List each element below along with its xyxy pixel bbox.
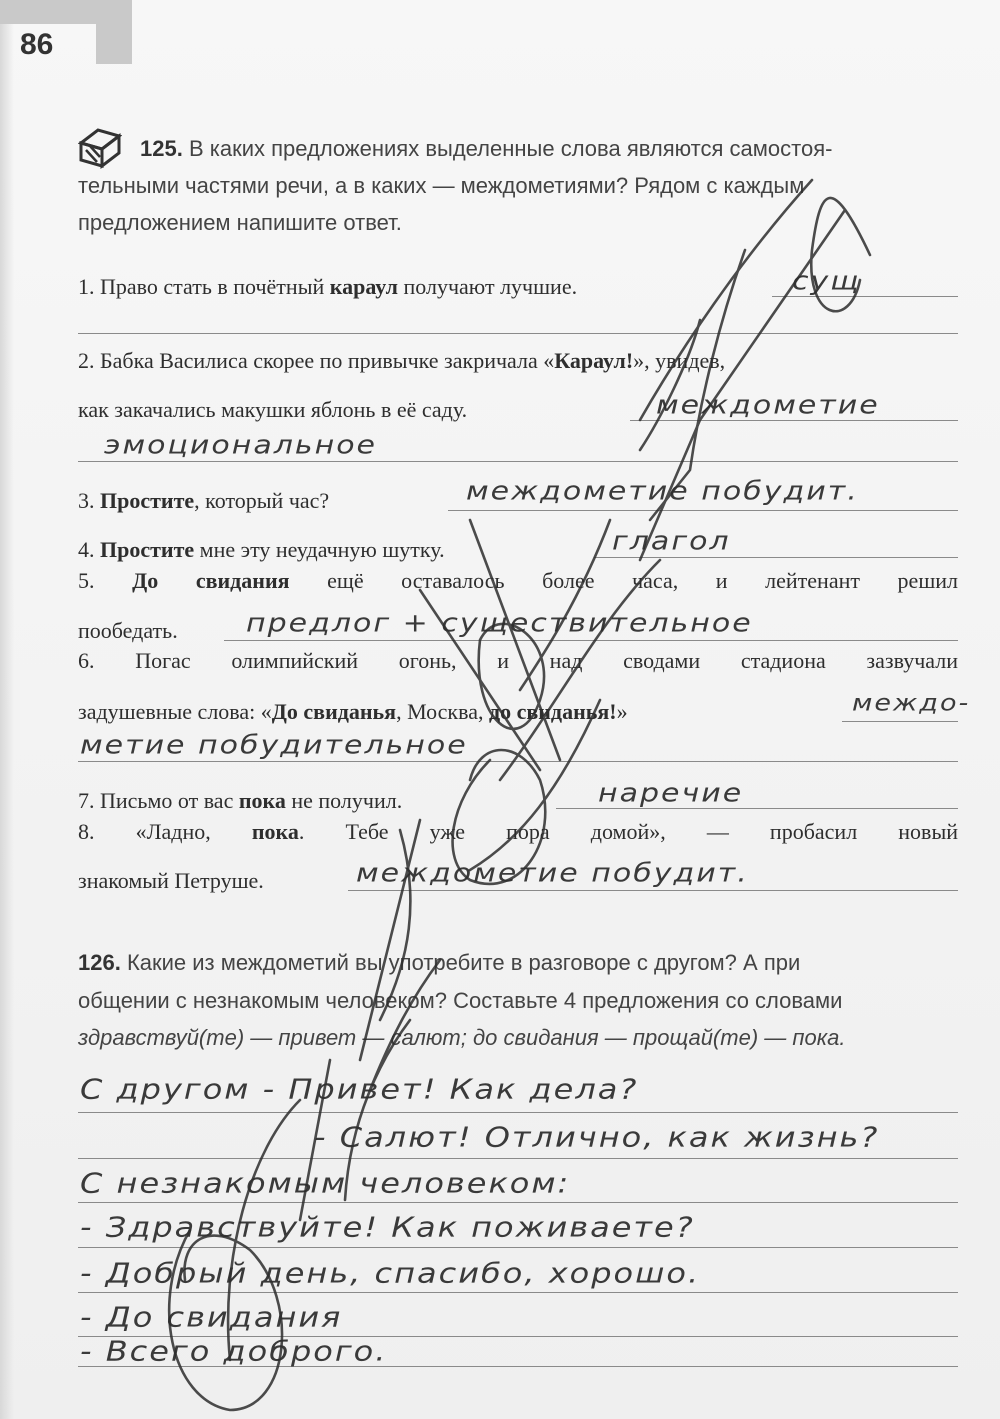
- answer-line: [224, 640, 958, 641]
- task-125-text: [78, 130, 958, 241]
- handwritten-line: - Салют! Отлично, как жизнь?: [314, 1120, 880, 1154]
- bold-word: Караул!: [554, 348, 634, 373]
- handwritten-answer: междометие побудит.: [466, 476, 859, 507]
- bold-word: пока: [238, 788, 286, 813]
- handwritten-line: С незнакомым человеком:: [80, 1166, 571, 1200]
- handwritten-line: - До свидания: [80, 1300, 343, 1334]
- sentence-5-cont: пообедать.: [78, 618, 178, 643]
- task-line: тельными частями речи, а в каких — междометиями? Рядом с каждым: [78, 173, 805, 198]
- bold-word: пока: [251, 819, 299, 844]
- sentence-8-cont: знакомый Петруше.: [78, 868, 264, 893]
- handwritten-answer: предлог + существительное: [246, 608, 753, 639]
- handwritten-line: - Всего доброго.: [80, 1334, 388, 1368]
- answer-line: [448, 510, 958, 511]
- task-line: В каких предложениях выделенные слова являются самостоя-: [188, 136, 833, 161]
- answer-line: [78, 333, 958, 334]
- writing-line: [78, 1247, 958, 1248]
- handwritten-answer: сущ: [792, 266, 861, 297]
- task-number: 125.: [140, 136, 183, 161]
- sentence-7: 7. Письмо от вас пока не получил.: [78, 788, 403, 813]
- task-number: 126.: [78, 950, 121, 975]
- sentence-6: 6. Погас олимпийский огонь, и над сводами стадиона зазвучали: [78, 648, 958, 673]
- bold-word: До свиданья: [271, 699, 397, 724]
- sentence-8: 8. «Ладно, пока. Тебе уже пора домой», — пробасил новый: [78, 819, 958, 844]
- task-line: Какие из междометий вы употребите в разговоре с другом? А при: [126, 950, 801, 975]
- task-line: общении с незнакомым человеком? Составьте 4 предложения со словами: [78, 987, 843, 1013]
- handwritten-line: С другом - Привет! Как дела?: [80, 1072, 639, 1106]
- handwritten-answer: междометие побудит.: [356, 858, 749, 889]
- writing-line: [78, 1112, 958, 1113]
- sentence-6-cont: задушевные слова: «До свиданья, Москва, до свиданья!»: [78, 699, 628, 724]
- writing-line: [78, 1202, 958, 1203]
- sentence-2: 2. Бабка Василиса скорее по привычке закричала «Караул!», увидев,: [78, 348, 726, 373]
- handwritten-answer: глагол: [612, 526, 731, 557]
- sentence-1: 1. Право стать в почётный караул получают лучшие.: [78, 274, 578, 299]
- answer-line: [594, 557, 958, 558]
- handwritten-answer: междо-: [852, 690, 971, 717]
- corner-tab-lower: [96, 24, 132, 64]
- corner-tab: [0, 0, 132, 24]
- sentence-3: 3. Простите, который час?: [78, 488, 330, 513]
- task-126-text: [78, 944, 958, 1057]
- page-edge-shadow: [0, 0, 14, 1419]
- writing-line: [78, 1292, 958, 1293]
- answer-line: [78, 461, 958, 462]
- answer-line: [348, 890, 958, 891]
- answer-line: [842, 721, 958, 722]
- bold-word: Простите: [100, 488, 195, 513]
- writing-line: [78, 1158, 958, 1159]
- handwritten-answer: эмоциональное: [104, 430, 378, 461]
- bold-word: до свиданья!: [488, 699, 617, 724]
- handwritten-line: - Добрый день, спасибо, хорошо.: [80, 1256, 701, 1290]
- handwritten-answer: метие побудительное: [80, 730, 468, 761]
- bold-word: Простите: [100, 537, 195, 562]
- task-line: здравствуй(те) — привет — салют; до свидания — прощай(те) — пока.: [78, 1025, 846, 1050]
- handwritten-answer: наречие: [598, 778, 744, 809]
- answer-line: [78, 761, 958, 762]
- page-number: 86: [20, 28, 54, 61]
- task-line: предложением напишите ответ.: [78, 210, 402, 235]
- bold-word: До свидания: [132, 568, 290, 593]
- handwritten-answer: междометие: [656, 390, 880, 421]
- sentence-2-cont: как закачались макушки яблонь в её саду.: [78, 397, 468, 422]
- sentence-4: 4. Простите мне эту неудачную шутку.: [78, 537, 445, 562]
- sentence-5: 5. До свидания ещё оставалось более часа, и лейтенант решил: [78, 568, 959, 593]
- bold-word: караул: [329, 274, 399, 299]
- handwritten-line: - Здравствуйте! Как поживаете?: [80, 1210, 695, 1244]
